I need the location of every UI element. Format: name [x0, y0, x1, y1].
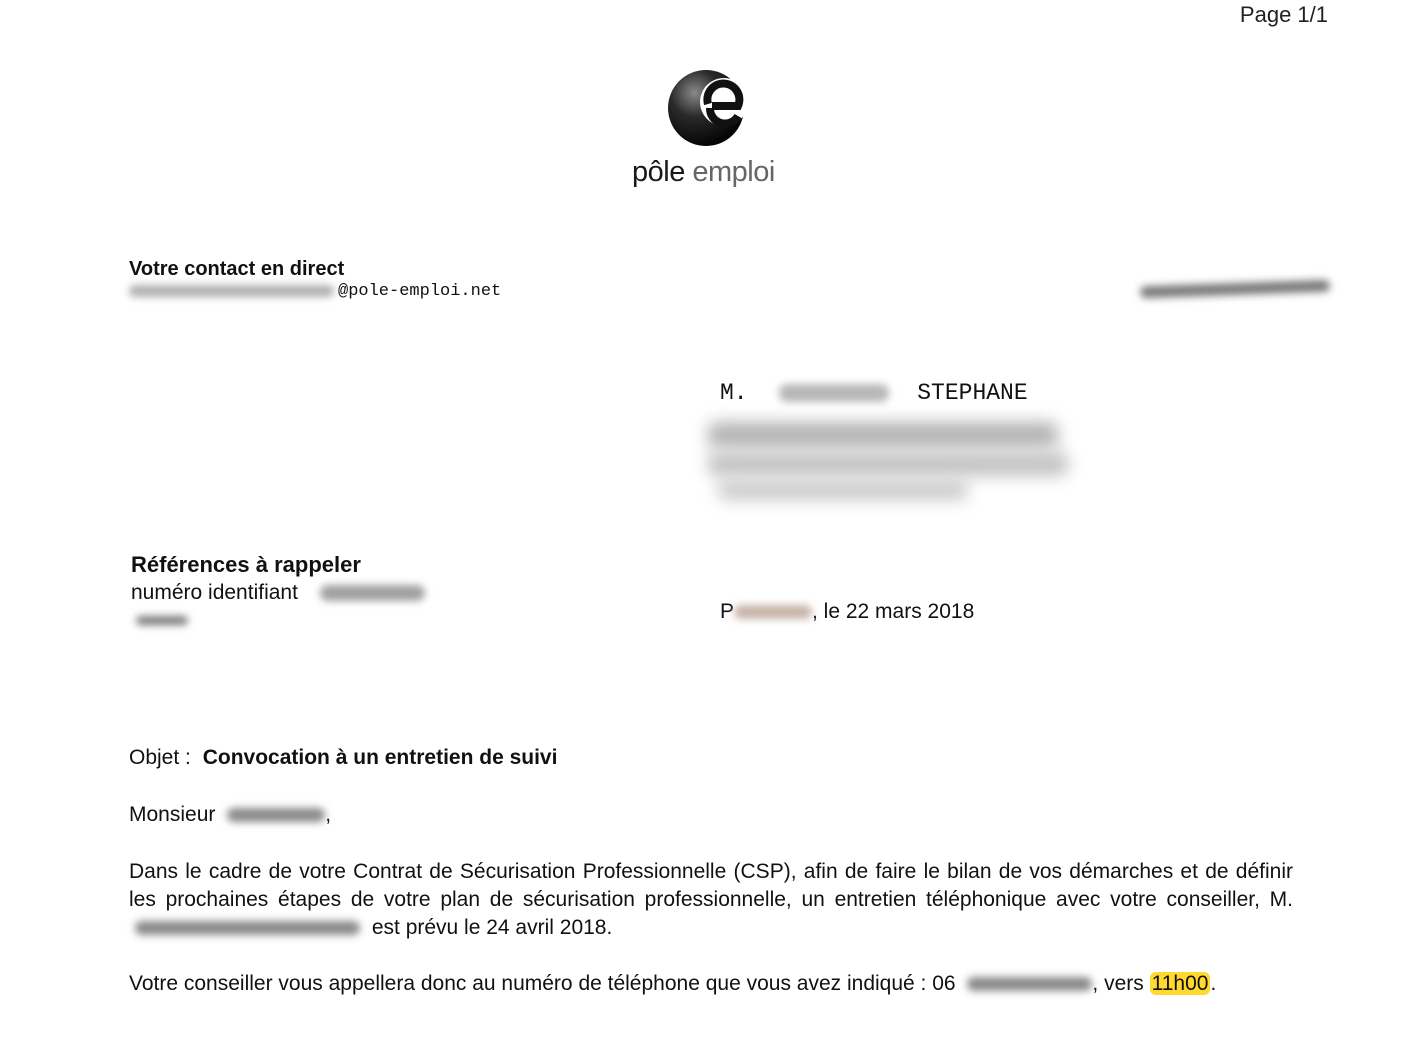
subject-line — [129, 746, 557, 770]
redacted-top-right — [1140, 280, 1330, 298]
redacted-email-user — [129, 285, 334, 297]
identifier-label: numéro identifiant — [131, 581, 298, 604]
references-heading: Références à rappeler — [131, 552, 361, 577]
redacted-phone — [967, 977, 1092, 991]
page-number: Page 1/1 — [1239, 2, 1328, 27]
p1-end: est prévu le 24 avril 2018. — [371, 916, 613, 939]
identifier-line — [131, 581, 425, 605]
redacted-advisor-name — [135, 921, 360, 935]
redacted-identifier — [320, 585, 425, 601]
salutation — [129, 803, 331, 827]
pole-emploi-logo — [618, 66, 808, 196]
logo-text-emploi: emploi — [692, 156, 775, 188]
body-paragraph-1 — [129, 858, 1293, 942]
place-date — [720, 600, 974, 624]
p2-mid: , vers — [1092, 972, 1144, 995]
salutation-text: Monsieur — [129, 803, 216, 826]
p2-start: Votre conseiller vous appellera donc au numéro de téléphone que vous avez indiqué : 06 — [129, 972, 956, 995]
salutation-suffix: , — [325, 803, 332, 826]
subject-label: Objet : — [129, 746, 191, 769]
contact-email — [129, 282, 501, 301]
place-initial: P — [720, 600, 735, 623]
recipient-prefix: M. — [720, 380, 748, 406]
recipient-first-name: STEPHANE — [917, 380, 1028, 406]
p1-start: Dans le cadre de votre Contrat de Sécurisation Professionnelle (CSP), afin de faire le bilan de vos démarches et de définir les prochaines étapes de votre plan de sécurisation professionnelle, un entretien téléphonique avec votre conseiller, M. — [129, 860, 1293, 911]
p2-end: . — [1210, 972, 1217, 995]
contact-heading: Votre contact en direct — [129, 258, 345, 280]
redacted-last-name — [779, 384, 889, 402]
logo-text — [632, 156, 775, 189]
logo-mark-icon — [666, 66, 756, 150]
logo-text-pole: pôle — [632, 156, 685, 188]
date-text: , le 22 mars 2018 — [812, 600, 975, 623]
redacted-city — [734, 605, 812, 619]
redacted-address — [708, 418, 1068, 508]
contact-email-domain: @pole-emploi.net — [338, 282, 502, 301]
body-paragraph-2 — [129, 970, 1293, 998]
recipient-name — [720, 380, 1028, 406]
redacted-surname — [227, 808, 325, 822]
redacted-identifier-suffix — [136, 612, 188, 630]
subject-title: Convocation à un entretien de suivi — [202, 746, 558, 769]
appointment-time: 11h00 — [1151, 972, 1209, 995]
